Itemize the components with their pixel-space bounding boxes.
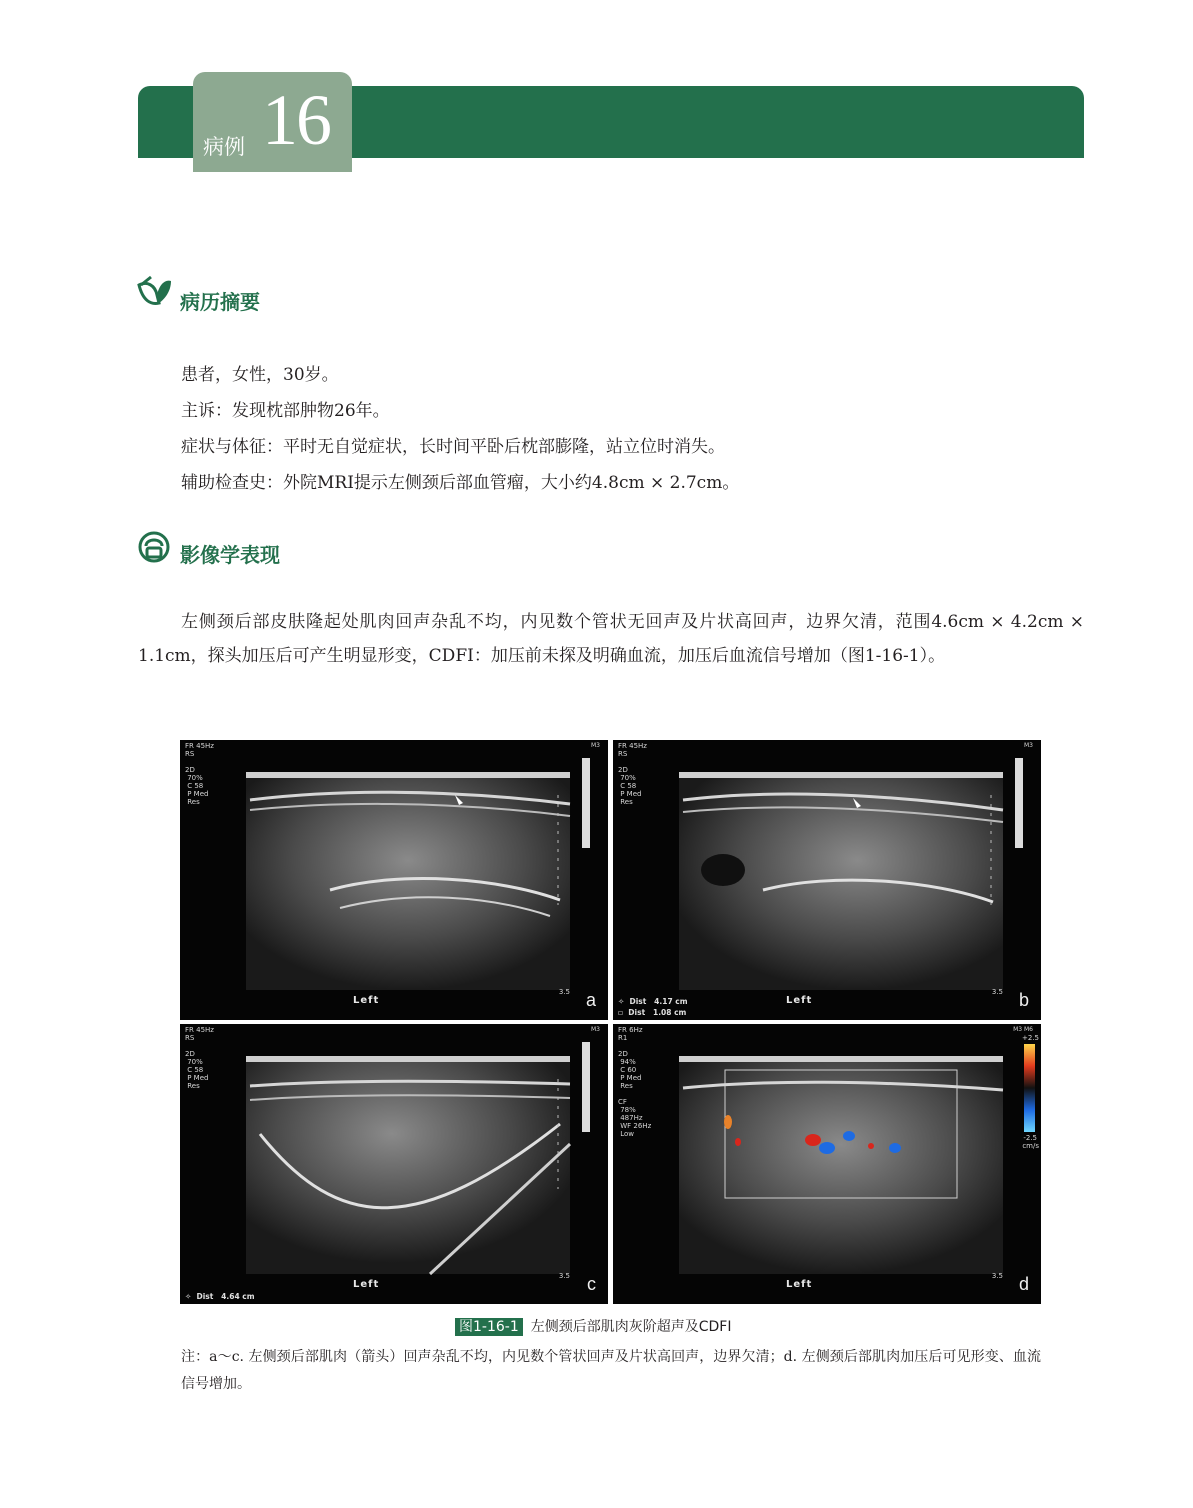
history-line-3: 症状与体征：平时无自觉症状，长时间平卧后枕部膨隆，站立位时消失。 — [181, 437, 725, 457]
panel-c-depth: 3.5 — [558, 1272, 570, 1280]
panel-a-letter: a — [585, 990, 596, 1010]
panel-d-scale: M3 M6 — [1013, 1026, 1033, 1033]
leaf-book-icon — [137, 275, 173, 309]
panel-d-depth: 3.5 — [991, 1272, 1003, 1280]
panel-b-scale: M3 — [1024, 742, 1033, 749]
imaging-paragraph: 左侧颈后部皮肤隆起处肌肉回声杂乱不均，内见数个管状无回声及片状高回声，边界欠清，范围4.6cm × 4.2cm × 1.1cm，探头加压后可产生明显形变，CDFI：加压前未探及明确血流，加压后血流信号增加（图1-16-1）。 — [138, 612, 1084, 666]
panel-d-letter: d — [1018, 1274, 1029, 1294]
panel-c-settings: FR 45Hz RS 2D 70% C 58 P Med Res — [185, 1026, 214, 1090]
ultrasound-panel-d — [613, 1024, 1041, 1304]
history-line-2: 主诉：发现枕部肿物26年。 — [181, 401, 390, 421]
panel-c-measure-1: ✧ Dist 4.64 cm — [185, 1292, 255, 1301]
ultrasound-panel-a — [180, 740, 608, 1020]
panel-c-letter: c — [587, 1274, 596, 1294]
panel-d-view-label: Left — [786, 1279, 813, 1290]
panel-b-measure-1: ✧ Dist 4.17 cm — [618, 997, 688, 1006]
ultrasound-image-b — [613, 740, 1041, 1020]
imaging-icon — [137, 530, 171, 564]
panel-a-view-label: Left — [353, 995, 380, 1006]
color-scale-min: -2.5 — [1023, 1134, 1037, 1142]
history-line-1: 患者，女性，30岁。 — [181, 365, 339, 385]
color-scale-max: +2.5 — [1022, 1034, 1039, 1042]
ultrasound-image-d — [613, 1024, 1041, 1304]
imaging-title: 影像学表现 — [180, 543, 280, 567]
history-title: 病历摘要 — [180, 290, 260, 314]
panel-d-settings: FR 6Hz R1 2D 94% C 60 P Med Res CF 78% 487Hz WF 26Hz Low — [618, 1026, 652, 1138]
panel-a-settings: FR 45Hz RS 2D 70% C 58 P Med Res — [185, 742, 214, 806]
panel-b-settings: FR 45Hz RS 2D 70% C 58 P Med Res — [618, 742, 647, 806]
panel-a-scale: M3 — [591, 742, 600, 749]
ultrasound-image-c — [180, 1024, 608, 1304]
case-number: 16 — [262, 80, 330, 160]
panel-b-measure-2: ▫ Dist 1.08 cm — [618, 1008, 687, 1017]
panel-a-depth: 3.5 — [558, 988, 570, 996]
color-scale-unit: cm/s — [1022, 1142, 1039, 1150]
panel-b-letter: b — [1018, 990, 1029, 1010]
figure-id: 图1-16-1 — [455, 1318, 523, 1336]
history-line-4: 辅助检查史：外院MRI提示左侧颈后部血管瘤，大小约4.8cm × 2.7cm。 — [181, 473, 740, 493]
panel-c-view-label: Left — [353, 1279, 380, 1290]
ultrasound-image-a — [180, 740, 608, 1020]
panel-b-depth: 3.5 — [991, 988, 1003, 996]
ultrasound-panel-b — [613, 740, 1041, 1020]
figure-caption — [455, 1316, 731, 1336]
ultrasound-panel-c — [180, 1024, 608, 1304]
figure-note: 注：a～c. 左侧颈后部肌肉（箭头）回声杂乱不均，内见数个管状回声及片状高回声，边界欠清；d. 左侧颈后部肌肉加压后可见形变、血流信号增加。 — [181, 1349, 1041, 1392]
panel-c-scale: M3 — [591, 1026, 600, 1033]
panel-b-view-label: Left — [786, 995, 813, 1006]
case-label: 病例 — [203, 135, 245, 159]
figure-caption-text: 左侧颈后部肌肉灰阶超声及CDFI — [530, 1319, 732, 1335]
